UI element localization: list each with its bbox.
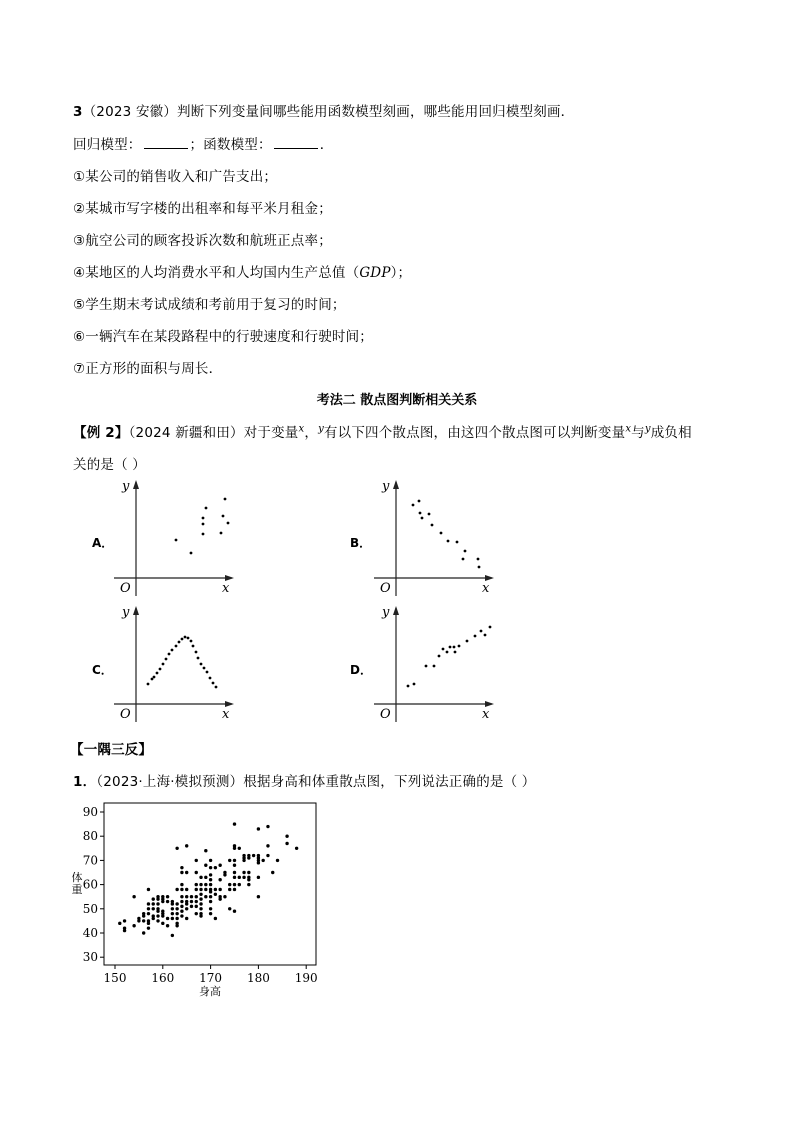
question-text: 判断下列变量间哪些能用函数模型刻画，哪些能用回归模型刻画． (177, 104, 575, 120)
data-point (195, 900, 198, 903)
data-point (233, 888, 236, 891)
y-axis-arrow-icon (133, 606, 139, 615)
height-weight-scatter-chart (65, 795, 325, 1005)
option-a-scatter (110, 478, 240, 596)
data-point (233, 864, 236, 867)
data-point (168, 653, 171, 656)
data-point (202, 533, 205, 536)
data-point (218, 864, 221, 867)
data-point (442, 648, 445, 651)
data-point (192, 645, 195, 648)
data-point (195, 905, 198, 908)
data-point (233, 883, 236, 886)
svg-text:x: x (482, 581, 490, 596)
data-point (187, 637, 190, 640)
data-point (132, 924, 135, 927)
data-point (209, 912, 212, 915)
data-point (202, 523, 205, 526)
svg-text:O: O (120, 581, 131, 596)
y-axis-arrow-icon (133, 480, 139, 489)
data-point (224, 498, 227, 501)
data-point (195, 888, 198, 891)
data-point (204, 895, 207, 898)
data-point (431, 524, 434, 527)
item-6: ⑥一辆汽车在某段路程中的行驶速度和行驶时间； (73, 329, 374, 345)
data-point (295, 847, 298, 850)
data-point (147, 888, 150, 891)
data-point (474, 635, 477, 638)
svg-text:O: O (120, 707, 131, 722)
data-point (190, 895, 193, 898)
data-point (151, 678, 154, 681)
data-point (171, 907, 174, 910)
data-point (197, 657, 200, 660)
item-4 (73, 261, 411, 281)
data-point (247, 856, 250, 859)
data-point (209, 873, 212, 876)
data-point (195, 859, 198, 862)
data-point (247, 871, 250, 874)
data-point (175, 924, 178, 927)
regression-label: 回归模型： (73, 137, 142, 153)
data-point (156, 897, 159, 900)
data-point (199, 883, 202, 886)
data-point (171, 649, 174, 652)
option-c-scatter (110, 604, 240, 722)
svg-text:O: O (380, 707, 391, 722)
data-point (178, 641, 181, 644)
y-tick-label: 30 (82, 950, 98, 965)
data-point (206, 671, 209, 674)
data-point (271, 871, 274, 874)
data-point (438, 655, 441, 658)
data-point (209, 677, 212, 680)
data-point (166, 900, 169, 903)
data-point (212, 682, 215, 685)
data-point (204, 883, 207, 886)
option-a-label[interactable]: A． (92, 536, 114, 550)
data-point (428, 513, 431, 516)
data-point (419, 512, 422, 515)
data-point (180, 910, 183, 913)
data-point (195, 895, 198, 898)
data-point (156, 910, 159, 913)
x-tick-label: 170 (199, 971, 223, 985)
data-point (233, 876, 236, 879)
data-point (454, 651, 457, 654)
data-point (276, 859, 279, 862)
data-point (171, 917, 174, 920)
data-point (238, 883, 241, 886)
data-point (453, 646, 456, 649)
data-point (152, 902, 155, 905)
data-point (175, 907, 178, 910)
item-4-text: ④某地区的人均消费水平和人均国内生产总值（ (73, 265, 360, 281)
example-text: 与 (631, 425, 645, 441)
data-point (190, 552, 193, 555)
data-point (257, 876, 260, 879)
data-point (147, 902, 150, 905)
data-point (152, 897, 155, 900)
data-point (238, 847, 241, 850)
comma: ， (304, 425, 319, 441)
question-source: （2023·上海·模拟预测） (96, 774, 244, 790)
data-point (161, 900, 164, 903)
option-b-label[interactable]: B． (350, 536, 372, 550)
practice-header: 【一隅三反】 (70, 742, 153, 758)
option-d-scatter (370, 604, 500, 722)
data-point (180, 905, 183, 908)
data-point (209, 907, 212, 910)
data-point (266, 844, 269, 847)
x-tick-label: 190 (294, 971, 318, 985)
data-point (185, 907, 188, 910)
y-tick-label: 70 (82, 853, 98, 868)
data-point (166, 895, 169, 898)
data-point (456, 541, 459, 544)
example-source: （2024 新疆和田） (128, 425, 244, 441)
function-label: ；函数模型： (189, 137, 272, 153)
data-point (123, 919, 126, 922)
data-point (147, 926, 150, 929)
data-point (433, 665, 436, 668)
question-number: 1． (73, 774, 97, 790)
answer-blanks-line (73, 133, 333, 153)
data-point (209, 900, 212, 903)
data-point (466, 640, 469, 643)
data-point (242, 859, 245, 862)
data-point (156, 902, 159, 905)
data-point (458, 645, 461, 648)
data-point (142, 931, 145, 934)
x-axis-label: 身高 (199, 985, 221, 998)
data-point (484, 634, 487, 637)
data-point (412, 504, 415, 507)
data-point (462, 558, 465, 561)
data-point (199, 907, 202, 910)
data-point (175, 645, 178, 648)
data-point (204, 888, 207, 891)
data-point (238, 876, 241, 879)
data-point (478, 566, 481, 569)
data-point (418, 500, 421, 503)
svg-text:O: O (380, 581, 391, 596)
data-point (180, 866, 183, 869)
svg-text:x: x (482, 707, 490, 722)
data-point (199, 897, 202, 900)
data-point (203, 667, 206, 670)
data-point (199, 914, 202, 917)
data-point (147, 912, 150, 915)
data-point (166, 924, 169, 927)
question3-heading (73, 100, 574, 120)
data-point (214, 893, 217, 896)
data-point (204, 864, 207, 867)
option-b-scatter (370, 478, 500, 596)
data-point (199, 876, 202, 879)
data-point (152, 917, 155, 920)
var-y: y (318, 423, 324, 435)
data-point (171, 934, 174, 937)
data-point (185, 895, 188, 898)
data-point (242, 876, 245, 879)
item-7: ⑦正方形的面积与周长． (73, 361, 223, 377)
data-point (204, 849, 207, 852)
data-point (218, 888, 221, 891)
question-source: （2023 安徽） (82, 104, 178, 120)
data-point (185, 844, 188, 847)
svg-text:y: y (382, 479, 390, 494)
data-point (202, 517, 205, 520)
data-point (228, 883, 231, 886)
data-point (190, 905, 193, 908)
data-point (247, 883, 250, 886)
y-tick-label: 60 (82, 877, 98, 892)
x-tick-label: 160 (151, 971, 175, 985)
data-point (180, 895, 183, 898)
data-point (209, 859, 212, 862)
data-point (156, 914, 159, 917)
data-point (266, 825, 269, 828)
data-point (184, 636, 187, 639)
data-point (446, 651, 449, 654)
data-point (209, 883, 212, 886)
data-point (233, 910, 236, 913)
y-tick-label: 90 (82, 805, 98, 819)
data-point (222, 515, 225, 518)
data-point (161, 922, 164, 925)
end-mark: ． (319, 137, 334, 153)
data-point (223, 873, 226, 876)
example-label: 【例 2】 (73, 425, 129, 441)
data-point (440, 532, 443, 535)
data-point (147, 922, 150, 925)
data-point (220, 532, 223, 535)
data-point (199, 893, 202, 896)
data-point (209, 890, 212, 893)
data-point (233, 822, 236, 825)
y-axis-arrow-icon (393, 606, 399, 615)
data-point (171, 912, 174, 915)
data-point (209, 866, 212, 869)
data-point (209, 895, 212, 898)
data-point (252, 854, 255, 857)
data-point (247, 878, 250, 881)
data-point (166, 917, 169, 920)
example2-line1 (73, 421, 692, 441)
x-tick-label: 180 (246, 971, 270, 985)
data-point (190, 640, 193, 643)
data-point (266, 854, 269, 857)
data-point (156, 672, 159, 675)
data-point (199, 888, 202, 891)
data-point (215, 686, 218, 689)
example-text: 对于变量 (243, 425, 299, 441)
data-point (199, 902, 202, 905)
data-point (190, 900, 193, 903)
data-point (204, 876, 207, 879)
data-point (175, 847, 178, 850)
data-point (161, 914, 164, 917)
data-point (175, 917, 178, 920)
data-point (413, 683, 416, 686)
data-point (228, 888, 231, 891)
data-point (180, 900, 183, 903)
data-point (205, 507, 208, 510)
var-x: x (298, 423, 305, 435)
question-text: 根据身高和体重散点图，下列说法正确的是（ ） (243, 774, 536, 790)
data-point (142, 914, 145, 917)
data-point (218, 897, 221, 900)
data-point (421, 517, 424, 520)
data-point (195, 883, 198, 886)
data-point (147, 907, 150, 910)
item-2: ②某城市写字楼的出租率和每平米月租金； (73, 201, 332, 217)
option-d-label[interactable]: D． (350, 663, 372, 677)
data-point (214, 866, 217, 869)
y-tick-label: 80 (82, 829, 98, 844)
data-point (147, 683, 150, 686)
option-c-label[interactable]: C． (92, 663, 113, 677)
data-point (407, 685, 410, 688)
data-point (185, 888, 188, 891)
data-point (185, 917, 188, 920)
y-tick-label: 50 (82, 901, 98, 916)
data-point (242, 871, 245, 874)
data-point (195, 912, 198, 915)
data-point (285, 842, 288, 845)
data-point (257, 861, 260, 864)
data-point (227, 522, 230, 525)
regression-answer-blank[interactable] (144, 136, 188, 149)
item-5: ⑤学生期末考试成绩和考前用于复习的时间； (73, 297, 346, 313)
data-point (152, 907, 155, 910)
item-1: ①某公司的销售收入和广告支出； (73, 169, 278, 185)
data-point (180, 888, 183, 891)
data-point (165, 658, 168, 661)
data-point (285, 835, 288, 838)
data-point (261, 859, 264, 862)
data-point (228, 859, 231, 862)
item-4-end: ）； (390, 265, 412, 281)
data-point (185, 902, 188, 905)
y-axis-label: 体 (71, 871, 83, 884)
var-x: x (625, 423, 632, 435)
data-point (223, 895, 226, 898)
data-point (489, 626, 492, 629)
practice-question-1 (73, 770, 536, 790)
data-point (162, 663, 165, 666)
svg-text:y: y (382, 605, 390, 620)
data-point (153, 676, 156, 679)
data-point (228, 907, 231, 910)
question-number: 3 (73, 104, 83, 120)
data-point (218, 878, 221, 881)
example-text: 有以下四个散点图，由这四个散点图可以判断变量 (323, 425, 626, 441)
data-point (449, 646, 452, 649)
data-point (132, 895, 135, 898)
data-point (118, 922, 121, 925)
data-point (159, 668, 162, 671)
example2-line2: 关的是（ ） (73, 457, 146, 473)
data-point (214, 917, 217, 920)
data-point (175, 539, 178, 542)
svg-text:x: x (222, 581, 230, 596)
data-point (175, 902, 178, 905)
data-point (195, 651, 198, 654)
data-point (180, 914, 183, 917)
data-point (447, 540, 450, 543)
data-point (123, 929, 126, 932)
y-tick-label: 40 (82, 926, 98, 940)
data-point (181, 638, 184, 641)
section-title: 考法二 散点图判断相关关系 (316, 393, 478, 408)
data-point (425, 665, 428, 668)
data-point (257, 895, 260, 898)
data-point (477, 558, 480, 561)
y-axis-arrow-icon (393, 480, 399, 489)
data-point (175, 912, 178, 915)
data-point (185, 871, 188, 874)
data-point (137, 919, 140, 922)
data-point (257, 827, 260, 830)
data-point (209, 878, 212, 881)
data-point (200, 663, 203, 666)
data-point (180, 871, 183, 874)
data-point (142, 919, 145, 922)
data-point (464, 550, 467, 553)
svg-text:y: y (122, 605, 130, 620)
gdp-term: GDP (359, 265, 391, 281)
data-point (171, 902, 174, 905)
item-3: ③航空公司的顾客投诉次数和航班正点率； (73, 233, 332, 249)
data-point (214, 888, 217, 891)
var-y: y (644, 423, 651, 435)
y-axis-label: 重 (71, 883, 83, 896)
example-text: 成负相 (650, 425, 692, 441)
data-point (480, 630, 483, 633)
data-point (175, 888, 178, 891)
svg-text:y: y (122, 479, 130, 494)
data-point (233, 847, 236, 850)
data-point (180, 883, 183, 886)
data-point (156, 919, 159, 922)
function-answer-blank[interactable] (274, 136, 318, 149)
data-point (233, 871, 236, 874)
data-point (195, 871, 198, 874)
data-point (233, 859, 236, 862)
x-tick-label: 150 (103, 971, 127, 985)
svg-text:x: x (222, 707, 230, 722)
